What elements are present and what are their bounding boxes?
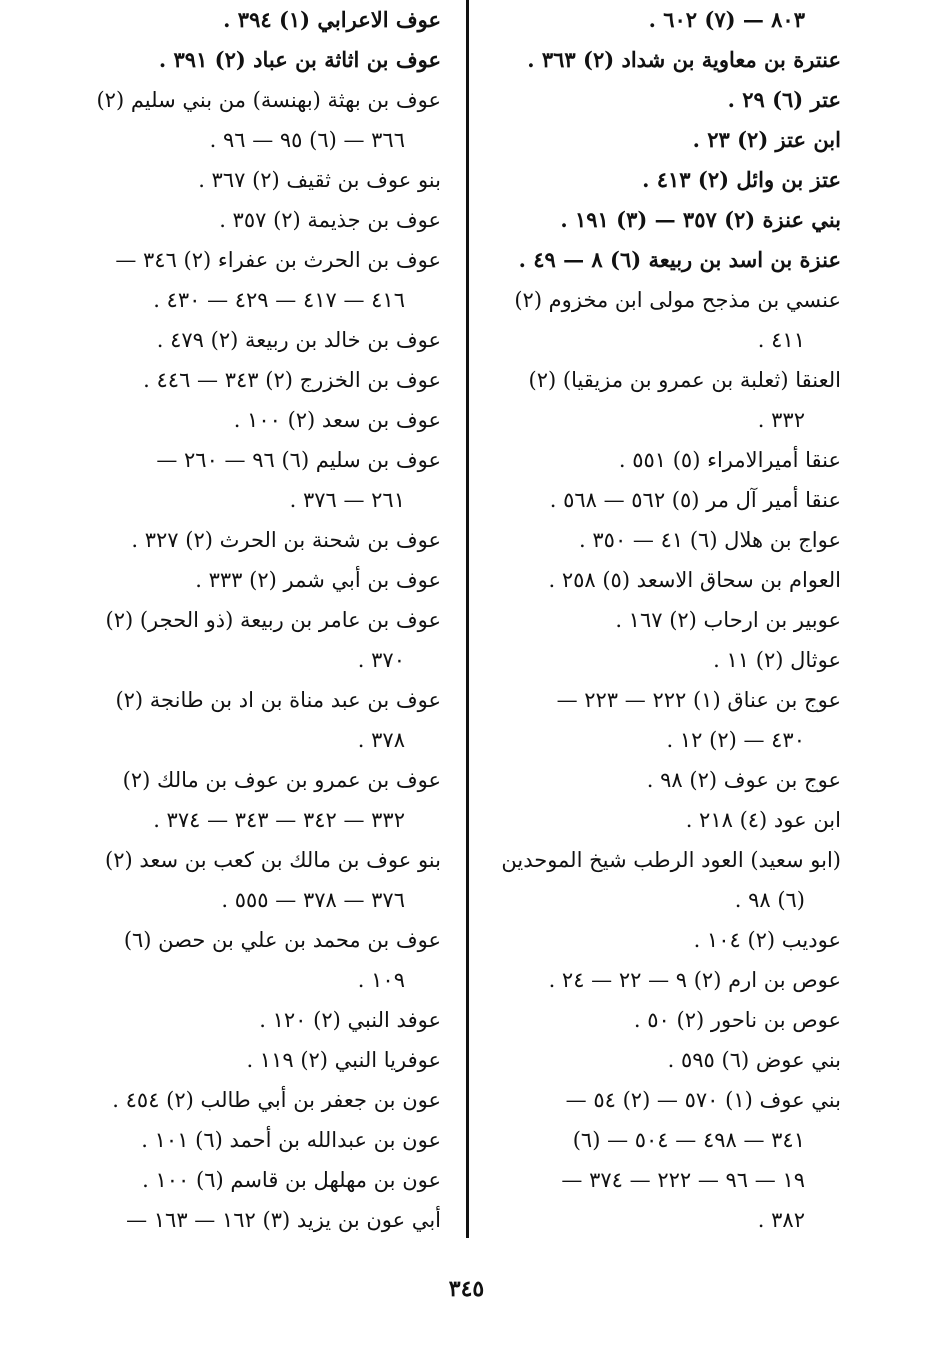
index-entry-continuation: ٣٣٢ — ٣٤٢ — ٣٤٣ — ٣٧٤ . bbox=[153, 808, 405, 832]
index-entry-continuation: ٣٧٠ . bbox=[357, 648, 405, 672]
index-entry: عوج بن عوف (٢) ٩٨ . bbox=[646, 768, 841, 792]
index-entry: عوفريا النبي (٢) ١١٩ . bbox=[246, 1048, 441, 1072]
index-entry: عوف بن أبي شمر (٢) ٣٣٣ . bbox=[195, 568, 441, 592]
index-entry: عون بن عبدالله بن أحمد (٦) ١٠١ . bbox=[141, 1128, 441, 1152]
index-entry-continuation: ٤١٦ — ٤١٧ — ٤٢٩ — ٤٣٠ . bbox=[153, 288, 405, 312]
index-entry: عتر (٦) ٢٩ . bbox=[727, 87, 841, 112]
index-entry: بني عوض (٦) ٥٩٥ . bbox=[667, 1048, 841, 1072]
index-entry: عوف بن سعد (٢) ١٠٠ . bbox=[233, 408, 441, 432]
index-entry: عنقا أمير آل مر (٥) ٥٦٢ — ٥٦٨ . bbox=[549, 488, 841, 512]
index-entry-continuation: ١٩ — ٩٦ — ٢٢٢ — ٣٧٤ — bbox=[561, 1168, 805, 1192]
index-entry: عوف بن سليم (٦) ٩٦ — ٢٦٠ — bbox=[156, 448, 441, 472]
index-entry: عتز بن وائل (٢) ٤١٣ . bbox=[642, 167, 841, 192]
column-divider bbox=[466, 0, 469, 1238]
index-entry: عوف بن محمد بن علي بن حصن (٦) bbox=[123, 928, 441, 952]
index-entry: عنقا أميرالامراء (٥) ٥٥١ . bbox=[618, 448, 841, 472]
index-entry: عوف بن خالد بن ربيعة (٢) ٤٧٩ . bbox=[156, 328, 441, 352]
index-entry: عوف بن عامر بن ربيعة (ذو الحجر) (٢) bbox=[105, 608, 441, 632]
index-column-right bbox=[489, 0, 841, 1240]
index-entry-continuation: ٤١١ . bbox=[757, 328, 805, 352]
index-entry-continuation: ٨٠٣ — (٧) ٦٠٢ . bbox=[648, 7, 805, 32]
index-entry: عون بن جعفر بن أبي طالب (٢) ٤٥٤ . bbox=[112, 1088, 441, 1112]
index-entry: عنسي بن مذجح مولى ابن مخزوم (٢) bbox=[514, 288, 841, 312]
index-entry-continuation: ٣٦٦ — (٦) ٩٥ — ٩٦ . bbox=[209, 128, 405, 152]
index-entry: بني عوف (١) ٥٧٠ — (٢) ٥٤ — bbox=[565, 1088, 841, 1112]
index-entry: عوف بن اثاثة بن عباد (٢) ٣٩١ . bbox=[158, 47, 441, 72]
index-entry-continuation: ٢٦١ — ٣٧٦ . bbox=[289, 488, 405, 512]
index-entry: عوف بن الحرث بن عفراء (٢) ٣٤٦ — bbox=[115, 248, 441, 272]
index-entry: عوفد النبي (٢) ١٢٠ . bbox=[259, 1008, 441, 1032]
index-entry: عنزة بن اسد بن ربيعة (٦) ٨ — ٤٩ . bbox=[518, 247, 841, 272]
index-entry: عوف بن شحنة بن الحرث (٢) ٣٢٧ . bbox=[131, 528, 441, 552]
index-entry: عوج بن عناق (١) ٢٢٢ — ٢٢٣ — bbox=[556, 688, 841, 712]
index-entry: عوبير بن ارحاب (٢) ١٦٧ . bbox=[615, 608, 841, 632]
index-entry: عوص بن ناحور (٢) ٥٠ . bbox=[633, 1008, 841, 1032]
index-entry: عواج بن هلال (٦) ٤١ — ٣٥٠ . bbox=[579, 528, 841, 552]
index-entry-continuation: ٣٧٨ . bbox=[357, 728, 405, 752]
index-entry: ابن عتز (٢) ٢٣ . bbox=[692, 127, 841, 152]
index-entry-continuation: ١٠٩ . bbox=[357, 968, 405, 992]
index-entry-continuation: ٣٨٢ . bbox=[757, 1208, 805, 1232]
index-entry: بنو عوف بن ثقيف (٢) ٣٦٧ . bbox=[198, 168, 441, 192]
index-entry: عوص بن ارم (٢) ٩ — ٢٢ — ٢٤ . bbox=[548, 968, 841, 992]
index-entry: عوديب (٢) ١٠٤ . bbox=[693, 928, 841, 952]
index-entry: عوثال (٢) ١١ . bbox=[713, 648, 841, 672]
index-entry: العنقا (ثعلبة بن عمرو بن مزيقيا) (٢) bbox=[528, 368, 841, 392]
index-entry: بنو عوف بن مالك بن كعب بن سعد (٢) bbox=[105, 848, 441, 872]
index-entry-continuation: ٣٤١ — ٤٩٨ — ٥٠٤ — (٦) bbox=[572, 1128, 805, 1152]
index-entry: عوف بن بهثة (بهنسة) من بني سليم (٢) bbox=[96, 88, 441, 112]
index-entry: عوف بن عمرو بن عوف بن مالك (٢) bbox=[122, 768, 441, 792]
index-entry: (ابو سعيد) العود الرطب شيخ الموحدين bbox=[501, 848, 841, 872]
index-entry: ابن عود (٤) ٢١٨ . bbox=[685, 808, 841, 832]
index-entry: عوف بن عبد مناة بن اد بن طانجة (٢) bbox=[115, 688, 441, 712]
index-column-left bbox=[91, 0, 441, 1240]
index-entry-continuation: ٣٣٢ . bbox=[757, 408, 805, 432]
index-entry: أبي عون بن يزيد (٣) ١٦٢ — ١٦٣ — bbox=[126, 1208, 441, 1232]
index-entry: عون بن مهلهل بن قاسم (٦) ١٠٠ . bbox=[142, 1168, 441, 1192]
index-entry: العوام بن سحاق الاسعد (٥) ٢٥٨ . bbox=[548, 568, 841, 592]
index-entry: عوف الاعرابي (١) ٣٩٤ . bbox=[223, 7, 441, 32]
index-entry: عوف بن جذيمة (٢) ٣٥٧ . bbox=[219, 208, 441, 232]
index-entry-continuation: ٣٧٦ — ٣٧٨ — ٥٥٥ . bbox=[221, 888, 405, 912]
index-entry: عوف بن الخزرج (٢) ٣٤٣ — ٤٤٦ . bbox=[143, 368, 441, 392]
index-entry-continuation: (٦) ٩٨ . bbox=[734, 888, 805, 912]
index-entry-continuation: ٤٣٠ — (٢) ١٢ . bbox=[666, 728, 805, 752]
page-number: ٣٤٥ bbox=[448, 1276, 485, 1302]
index-entry: عنترة بن معاوية بن شداد (٢) ٣٦٣ . bbox=[527, 47, 841, 72]
index-entry: بني عنزة (٢) ٣٥٧ — (٣) ١٩١ . bbox=[560, 207, 841, 232]
